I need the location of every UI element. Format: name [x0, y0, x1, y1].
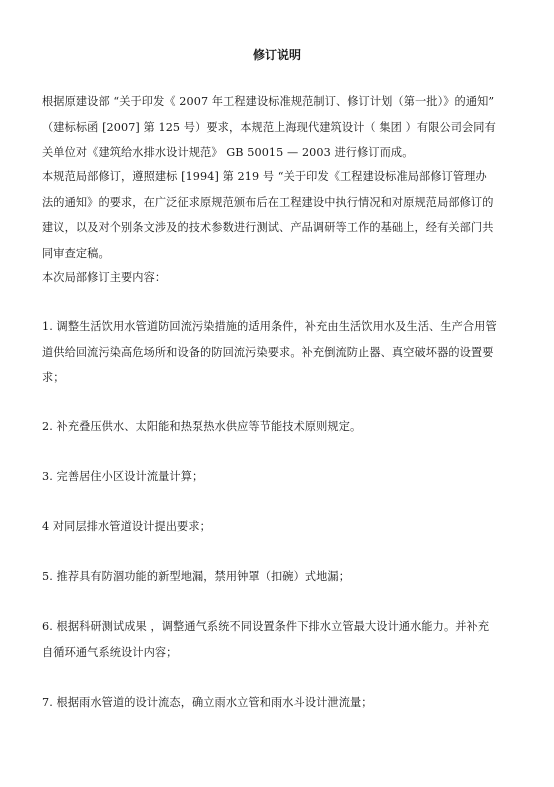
text-line: 同审查定稿。: [42, 246, 110, 260]
list-item-3: [42, 464, 516, 490]
paragraph-revision-process: [42, 164, 516, 266]
text-line: 本规范局部修订，遵照建标 [1994] 第 219 号 “关于印发《工程建设标准局部修订管理办: [42, 170, 487, 183]
list-item-7: [42, 690, 516, 716]
text-line: 道供给回流污染高危场所和设备的防回流污染要求。补充倒流防止器、真空破坏器的设置要: [42, 345, 494, 359]
text-line: 本次局部修订主要内容：: [42, 271, 167, 284]
text-line: 2. 补充叠压供水、太阳能和热泵热水供应等节能技术原则规定。: [42, 420, 362, 433]
text-line: 自循环通气系统设计内容；: [42, 645, 178, 659]
list-item-2: [42, 414, 516, 440]
document-title: 修订说明: [252, 48, 301, 62]
text-line: 1. 调整生活饮用水管道防回流污染措施的适用条件，补充由生活饮用水及生活、生产合用管: [42, 320, 497, 333]
list-item-6: [42, 614, 516, 665]
text-line: 根据原建设部 “关于印发《 2007 年工程建设标准规范制订、修订计划（第一批）》的通知”: [42, 95, 495, 108]
list-item-5: [42, 564, 516, 590]
text-line: 5. 推荐具有防涸功能的新型地漏，禁用钟罩（扣碗）式地漏；: [42, 570, 351, 583]
text-line: 建议，以及对个别条文涉及的技术参数进行测试、产品调研等工作的基础上，经有关部门共: [42, 221, 494, 234]
list-item-1: [42, 314, 516, 391]
text-line: 4 对同层排水管道设计提出要求；: [42, 520, 211, 533]
text-line: 7. 根据雨水管道的设计流态，确立雨水立管和雨水斗设计泄流量；: [42, 696, 373, 709]
paragraph-main-contents-heading: [42, 265, 516, 291]
text-line: （建标标函 [2007] 第 125 号）要求，本规范上海现代建筑设计（ 集团 ）有限公司会同有: [42, 120, 496, 134]
list-item-4: [42, 514, 516, 540]
text-line: 6. 根据科研测试成果 ，调整通气系统不同设置条件下排水立管最大设计通水能力。并补充: [42, 620, 490, 633]
text-line: 关单位对《建筑给水排水设计规范》 GB 50015 — 2003 进行修订而成。: [42, 146, 414, 159]
paragraph-basis: [42, 89, 516, 166]
text-line: 3. 完善居住小区设计流量计算；: [42, 470, 204, 483]
text-line: 法的通知》的要求，在广泛征求原规范颁布后在工程建设中执行情况和对原规范局部修订的: [42, 195, 494, 209]
text-line: 求；: [42, 371, 65, 384]
